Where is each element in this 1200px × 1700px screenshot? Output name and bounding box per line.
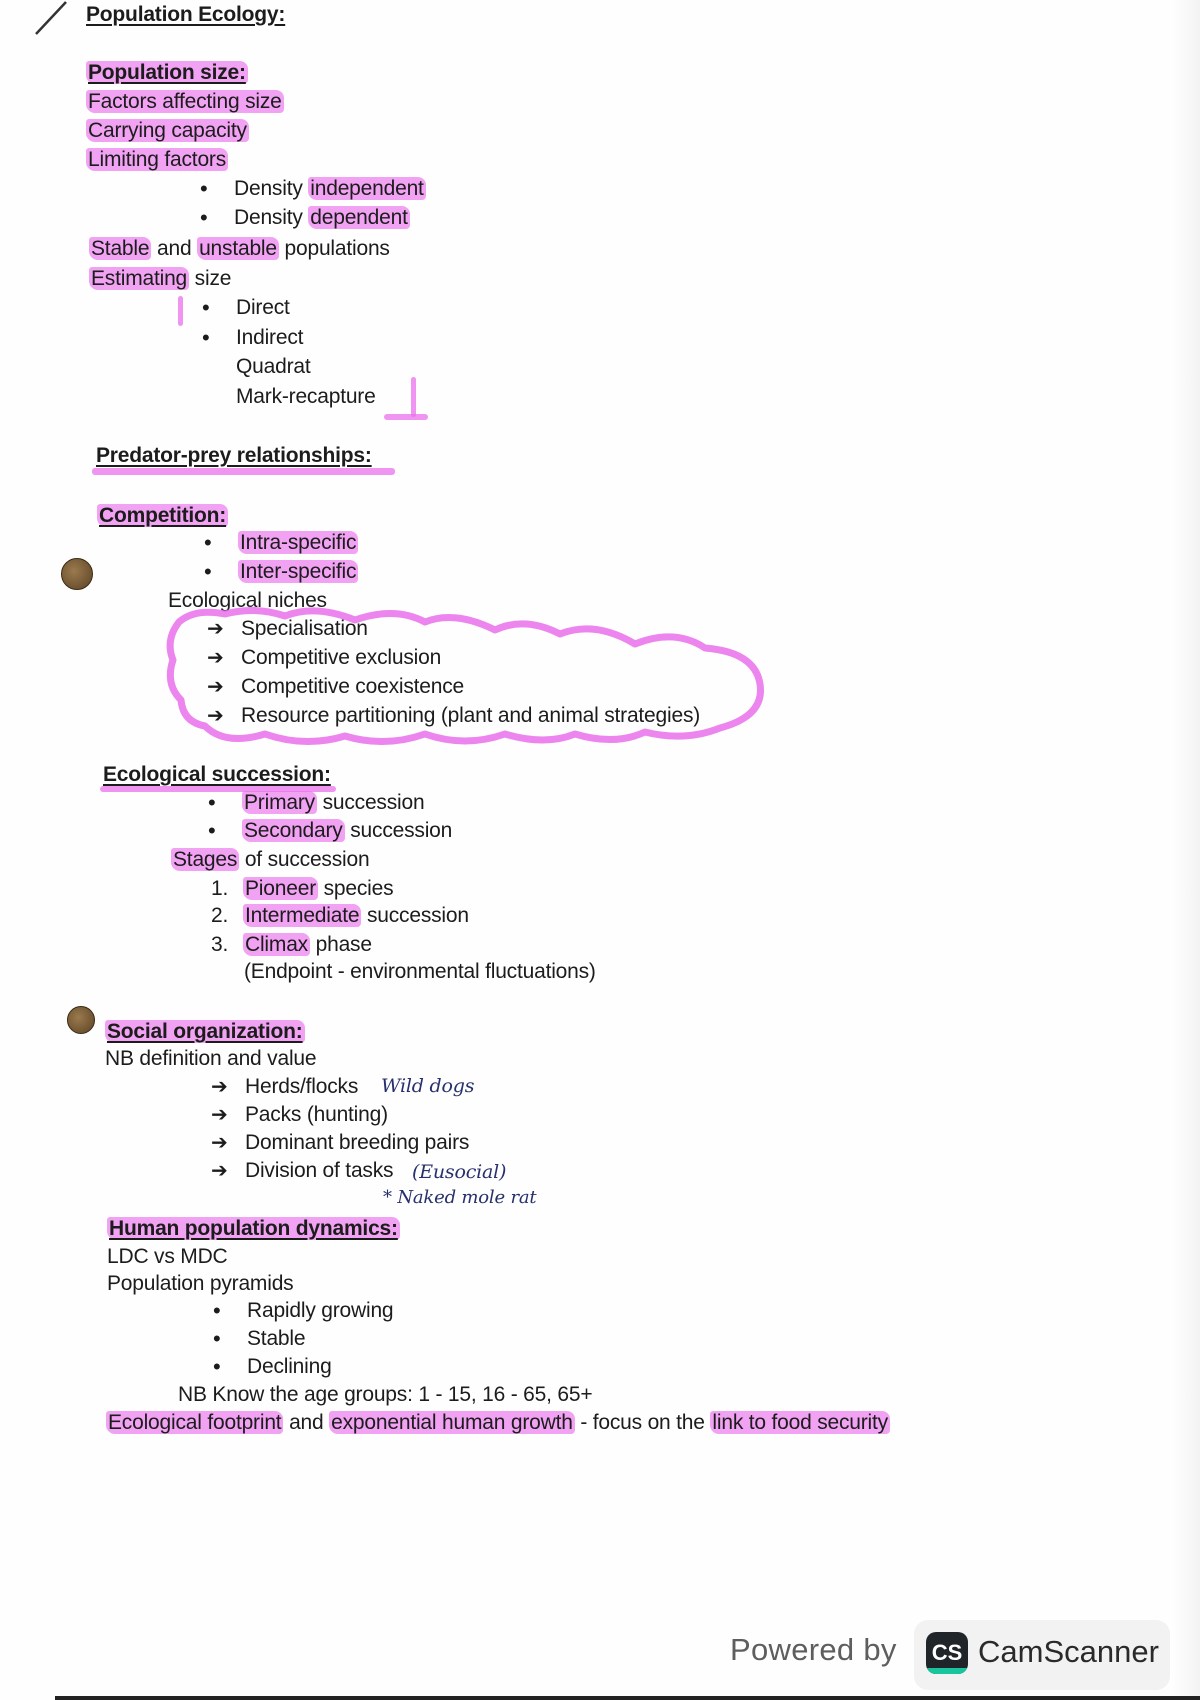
arrow-division-of-tasks: ➔ Division of tasks: [245, 1158, 393, 1184]
note-nb-definition: NB definition and value: [105, 1047, 317, 1070]
bullet-density-independent: • Density independent: [234, 176, 426, 202]
bullet-inter-specific: • Inter-specific: [238, 559, 358, 585]
note-mark-recapture: Mark-recapture: [236, 385, 376, 408]
punch-hole-mark: [61, 558, 93, 590]
arrow-specialisation: ➔ Specialisation: [241, 616, 368, 642]
arrow-herds-flocks: ➔ Herds/flocks: [245, 1074, 358, 1100]
note-age-groups: NB Know the age groups: 1 - 15, 16 - 65, 65+: [178, 1383, 593, 1406]
section-title-social-organization: Social organization:: [107, 1020, 303, 1043]
camscanner-badge: [914, 1620, 1170, 1690]
bullet-density-dependent: • Density dependent: [234, 205, 410, 231]
note-limiting-factors: Limiting factors: [88, 148, 227, 171]
camscanner-watermark: [730, 1620, 1170, 1686]
note-quadrat: Quadrat: [236, 355, 311, 378]
powered-by-text: Powered by: [730, 1632, 897, 1667]
handwritten-note-eusocial: (Eusocial): [412, 1161, 507, 1183]
note-ldc-vs-mdc: LDC vs MDC: [107, 1245, 228, 1268]
highlight-bracket-mark: [178, 296, 183, 326]
note-population-pyramids: Population pyramids: [107, 1272, 294, 1295]
bullet-stable: • Stable: [247, 1326, 305, 1352]
bullet-direct: • Direct: [236, 295, 290, 321]
bullet-primary-succession: • Primary succession: [242, 790, 424, 816]
arrow-competitive-exclusion: ➔ Competitive exclusion: [241, 645, 441, 671]
note-ecological-footprint: Ecological footprint and exponential human growth - focus on the link to food security: [108, 1411, 888, 1434]
pen-stroke-mark: [34, 0, 74, 40]
note-stages-of-succession: Stages of succession: [173, 848, 370, 871]
handwritten-note-wild-dogs: Wild dogs: [381, 1075, 475, 1097]
section-title-human-population-dynamics: Human population dynamics:: [109, 1217, 398, 1240]
arrow-packs-hunting: ➔ Packs (hunting): [245, 1102, 388, 1128]
bottom-divider: [55, 1696, 1200, 1700]
highlight-underline-mark: [92, 468, 395, 475]
note-endpoint: (Endpoint - environmental fluctuations): [244, 960, 596, 983]
page-edge-shadow: [1170, 0, 1200, 1700]
arrow-competitive-coexistence: ➔ Competitive coexistence: [241, 674, 464, 700]
section-title-population-size: Population size:: [88, 61, 246, 84]
bullet-secondary-succession: • Secondary succession: [242, 818, 452, 844]
punch-hole-mark: [67, 1006, 95, 1034]
note-carrying-capacity: Carrying capacity: [88, 119, 247, 142]
stage-item: 2. Intermediate succession: [211, 904, 469, 927]
stage-item: 1. Pioneer species: [211, 877, 394, 900]
bullet-intra-specific: • Intra-specific: [238, 530, 358, 556]
bullet-rapidly-growing: • Rapidly growing: [247, 1298, 393, 1324]
note-ecological-niches: Ecological niches: [168, 589, 327, 612]
highlight-stroke-mark: [411, 377, 416, 417]
stage-item: 3. Climax phase: [211, 933, 372, 956]
section-title-ecological-succession: Ecological succession:: [103, 763, 331, 786]
highlight-stroke-mark: [384, 414, 428, 420]
note-factors-affecting-size: Factors affecting size: [88, 90, 282, 113]
arrow-resource-partitioning: ➔ Resource partitioning (plant and animal strategies): [241, 703, 700, 729]
bullet-declining: • Declining: [247, 1354, 332, 1380]
camscanner-logo-icon: CS: [926, 1632, 968, 1674]
section-title-population-ecology: Population Ecology:: [86, 3, 286, 26]
bullet-indirect: • Indirect: [236, 325, 303, 351]
handwritten-note-naked-mole-rat: * Naked mole rat: [383, 1187, 537, 1208]
note-estimating-size: Estimating size: [91, 267, 232, 290]
section-title-predator-prey: Predator-prey relationships:: [96, 444, 372, 467]
arrow-dominant-breeding-pairs: ➔ Dominant breeding pairs: [245, 1130, 469, 1156]
camscanner-brand-text: CamScanner: [978, 1634, 1159, 1669]
section-title-competition: Competition:: [99, 504, 227, 527]
note-stable-unstable: Stable and unstable populations: [91, 237, 390, 260]
